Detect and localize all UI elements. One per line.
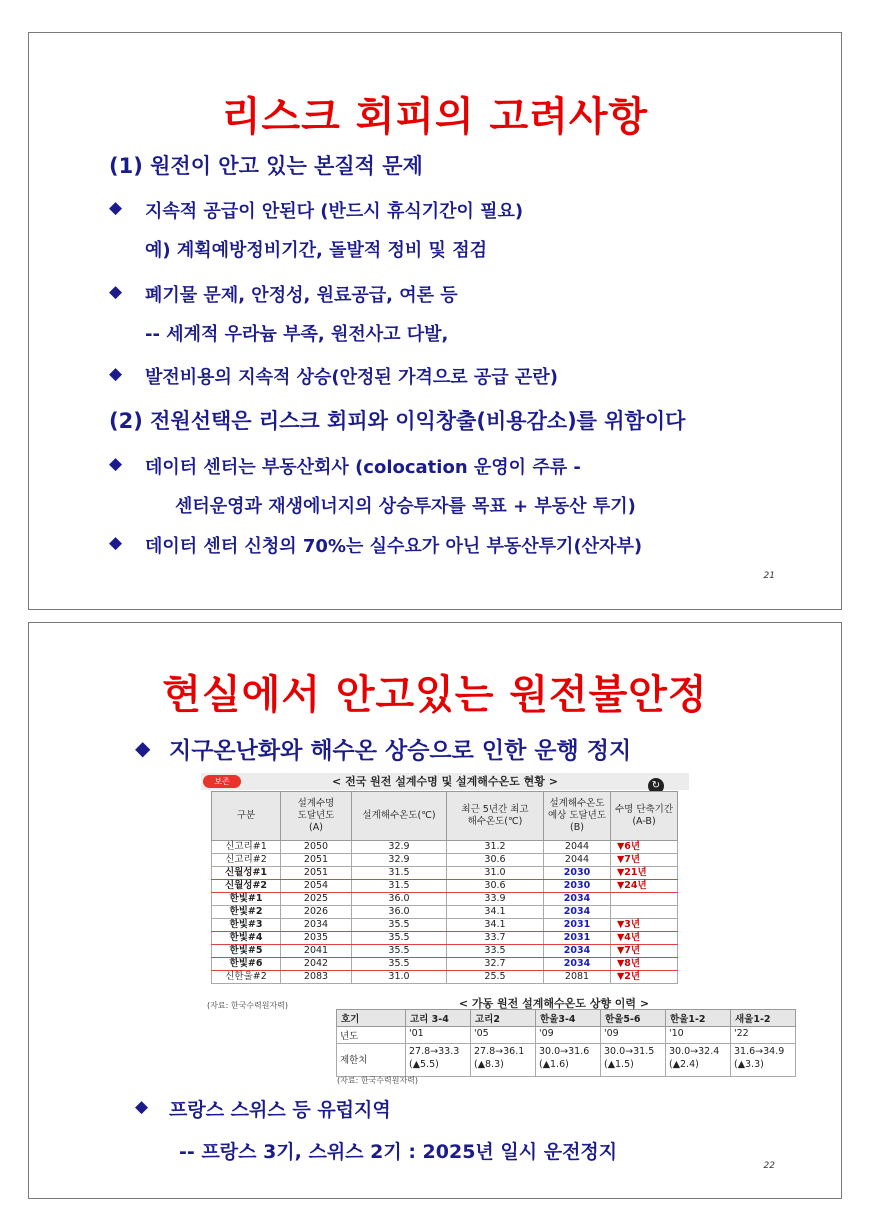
design-life-table-panel [201, 773, 689, 1003]
column-header: 구분 [212, 792, 281, 841]
table-cell: 33.5 [447, 945, 544, 958]
range-value: 27.8→36.1 [474, 1046, 525, 1057]
table-cell: 31.0 [352, 971, 447, 984]
table-cell: ▼7년 [611, 854, 678, 867]
column-header: 호기 [337, 1010, 406, 1027]
delta-value: (▲2.4) [669, 1059, 699, 1070]
table-row [212, 919, 678, 932]
table-cell: 2041 [281, 945, 352, 958]
column-header: 설계해수온도(℃) [352, 792, 447, 841]
slide-21 [28, 32, 842, 610]
table-cell [666, 1044, 731, 1077]
table-row [212, 958, 678, 971]
table-cell: 33.9 [447, 893, 544, 906]
delta-value: (▲8.3) [474, 1059, 504, 1070]
table-title: < 가동 원전 설계해수온도 상향 이력 > [458, 997, 650, 1010]
range-value: 27.8→33.3 [409, 1046, 460, 1057]
table-cell: 35.5 [352, 958, 447, 971]
table-row [212, 867, 678, 880]
table-cell: 신고리#2 [212, 854, 281, 867]
table-cell: 34.1 [447, 906, 544, 919]
table-cell: 한빛#2 [212, 906, 281, 919]
table-row [337, 1044, 796, 1077]
list-item: 폐기물 문제, 안정성, 원료공급, 여론 등 [145, 285, 458, 306]
table-cell: 32.9 [352, 854, 447, 867]
table-cell: 35.5 [352, 945, 447, 958]
table-cell [536, 1044, 601, 1077]
diamond-bullet-icon: ◆ [109, 198, 123, 218]
table-cell: 2030 [544, 867, 611, 880]
table-cell: 2035 [281, 932, 352, 945]
delta-value: (▲1.5) [604, 1059, 634, 1070]
table-cell: 2050 [281, 841, 352, 854]
row-label: 제한치 [337, 1044, 406, 1077]
table-header-row [212, 792, 678, 841]
table-source: (자료: 한국수력원자력) [337, 1076, 419, 1085]
table-cell: 신월성#1 [212, 867, 281, 880]
table-row [212, 880, 678, 893]
column-header: 한울1-2 [666, 1010, 731, 1027]
table-cell: 2044 [544, 841, 611, 854]
list-item: 데이터 센터 신청의 70%는 실수요가 아닌 부동산투기(산자부) [145, 536, 643, 557]
row-label: 년도 [337, 1027, 406, 1044]
table-cell: 한빛#1 [212, 893, 281, 906]
table-cell: 신고리#1 [212, 841, 281, 854]
section-heading-2: (2) 전원선택은 리스크 회피와 이익창출(비용감소)를 위함이다 [109, 409, 686, 433]
table-cell: 2034 [544, 945, 611, 958]
table-cell: 2030 [544, 880, 611, 893]
delta-value: (▲3.3) [734, 1059, 764, 1070]
table-cell: 31.5 [352, 867, 447, 880]
column-header: 설계해수온도 예상 도달년도 (B) [544, 792, 611, 841]
table-cell: '09 [601, 1027, 666, 1044]
table-row [337, 1027, 796, 1044]
table-cell: 31.2 [447, 841, 544, 854]
table-cell: 35.5 [352, 919, 447, 932]
table-cell [406, 1044, 471, 1077]
list-item: 센터운영과 재생에너지의 상승투자를 목표 + 부동산 투기) [175, 496, 636, 517]
table-cell [731, 1044, 796, 1077]
range-value: 31.6→34.9 [734, 1046, 785, 1057]
table-cell: ▼3년 [611, 919, 678, 932]
table-cell: 2034 [544, 893, 611, 906]
diamond-bullet-icon: ◆ [109, 282, 123, 302]
page-number: 21 [763, 571, 775, 581]
design-life-table [211, 791, 678, 984]
table-cell: 2083 [281, 971, 352, 984]
table-cell: 31.5 [352, 880, 447, 893]
section-heading-1: (1) 원전이 안고 있는 본질적 문제 [109, 154, 423, 178]
table-cell: ▼6년 [611, 841, 678, 854]
diamond-bullet-icon: ◆ [109, 533, 123, 553]
table-cell: 2054 [281, 880, 352, 893]
table-cell: 한빛#4 [212, 932, 281, 945]
table-cell: 32.9 [352, 841, 447, 854]
table-row [212, 841, 678, 854]
table-cell: 2034 [544, 958, 611, 971]
refresh-icon: ↻ [648, 778, 664, 794]
table-cell: 31.0 [447, 867, 544, 880]
slide-22 [28, 622, 842, 1199]
table-cell: 2081 [544, 971, 611, 984]
table-cell: 25.5 [447, 971, 544, 984]
range-value: 30.0→32.4 [669, 1046, 720, 1057]
table-cell: 2051 [281, 854, 352, 867]
table-cell: 2042 [281, 958, 352, 971]
table-cell [471, 1044, 536, 1077]
table-cell: ▼8년 [611, 958, 678, 971]
page-number: 22 [763, 1161, 775, 1171]
table-cell: 36.0 [352, 893, 447, 906]
table-cell: 34.1 [447, 919, 544, 932]
table-cell: 2031 [544, 919, 611, 932]
table-row [212, 971, 678, 984]
table-row [212, 893, 678, 906]
column-header: 설계수명 도달년도 (A) [281, 792, 352, 841]
table-cell: 2025 [281, 893, 352, 906]
table-cell: ▼4년 [611, 932, 678, 945]
list-item: 지속적 공급이 안된다 (반드시 휴식기간이 필요) [145, 201, 524, 222]
table-cell: ▼21년 [611, 867, 678, 880]
column-header: 한울5-6 [601, 1010, 666, 1027]
table-cell: ▼24년 [611, 880, 678, 893]
table-cell: 33.7 [447, 932, 544, 945]
table-cell: 35.5 [352, 932, 447, 945]
table-cell: 2031 [544, 932, 611, 945]
column-header: 한울3-4 [536, 1010, 601, 1027]
column-header: 새울1-2 [731, 1010, 796, 1027]
table-cell: 30.6 [447, 854, 544, 867]
table-row [212, 854, 678, 867]
table-cell: 신한울#2 [212, 971, 281, 984]
table-cell: 신월성#2 [212, 880, 281, 893]
list-item: 예) 계획예방정비기간, 돌발적 정비 및 점검 [145, 240, 487, 261]
table-cell: 한빛#5 [212, 945, 281, 958]
delta-value: (▲1.6) [539, 1059, 569, 1070]
table-cell: ▼2년 [611, 971, 678, 984]
table-cell: 30.6 [447, 880, 544, 893]
list-item: -- 프랑스 3기, 스위스 2기 : 2025년 일시 운전정지 [179, 1141, 618, 1163]
table-cell: '09 [536, 1027, 601, 1044]
column-header: 최근 5년간 최고 해수온도(℃) [447, 792, 544, 841]
table-header-row [337, 1010, 796, 1027]
table-cell: 2026 [281, 906, 352, 919]
column-header: 고리 3-4 [406, 1010, 471, 1027]
table-cell: '01 [406, 1027, 471, 1044]
table-cell: 한빛#3 [212, 919, 281, 932]
table-cell: '22 [731, 1027, 796, 1044]
table-cell: 2034 [281, 919, 352, 932]
table-cell [611, 906, 678, 919]
table-row [212, 932, 678, 945]
diamond-bullet-icon: ◆ [135, 1097, 149, 1117]
slide-subtitle: 지구온난화와 해수온 상승으로 인한 운행 정지 [169, 738, 632, 764]
table-cell [601, 1044, 666, 1077]
table-source: (자료: 한국수력원자력) [207, 1001, 289, 1010]
table-cell: ▼7년 [611, 945, 678, 958]
list-item: 발전비용의 지속적 상승(안정된 가격으로 공급 곤란) [145, 367, 558, 388]
column-header: 고리2 [471, 1010, 536, 1027]
range-value: 30.0→31.6 [539, 1046, 590, 1057]
slide-title: 현실에서 안고있는 원전불안정 [162, 672, 708, 718]
delta-value: (▲5.5) [409, 1059, 439, 1070]
column-header: 수명 단축기간 (A-B) [611, 792, 678, 841]
table-title: < 전국 원전 설계수명 및 설계해수온도 현황 > [201, 773, 689, 790]
table-cell: '05 [471, 1027, 536, 1044]
table-row [212, 906, 678, 919]
list-item: -- 세계적 우라늄 부족, 원전사고 다발, [145, 324, 449, 345]
table-cell: 2044 [544, 854, 611, 867]
save-badge: 보존 [203, 775, 241, 788]
list-item: 프랑스 스위스 등 유럽지역 [169, 1099, 391, 1121]
table-cell: 32.7 [447, 958, 544, 971]
table-cell: 36.0 [352, 906, 447, 919]
table-cell: 2051 [281, 867, 352, 880]
diamond-bullet-icon: ◆ [109, 364, 123, 384]
diamond-bullet-icon: ◆ [109, 454, 123, 474]
table-cell: 2034 [544, 906, 611, 919]
table-cell [611, 893, 678, 906]
table-cell: 한빛#6 [212, 958, 281, 971]
slide-title: 리스크 회피의 고려사항 [221, 94, 649, 140]
table-row [212, 945, 678, 958]
list-item: 데이터 센터는 부동산회사 (colocation 운영이 주류 - [145, 457, 581, 478]
range-value: 30.0→31.5 [604, 1046, 655, 1057]
table-cell: '10 [666, 1027, 731, 1044]
seawater-history-table [336, 1009, 796, 1077]
diamond-bullet-icon: ◆ [135, 736, 151, 760]
